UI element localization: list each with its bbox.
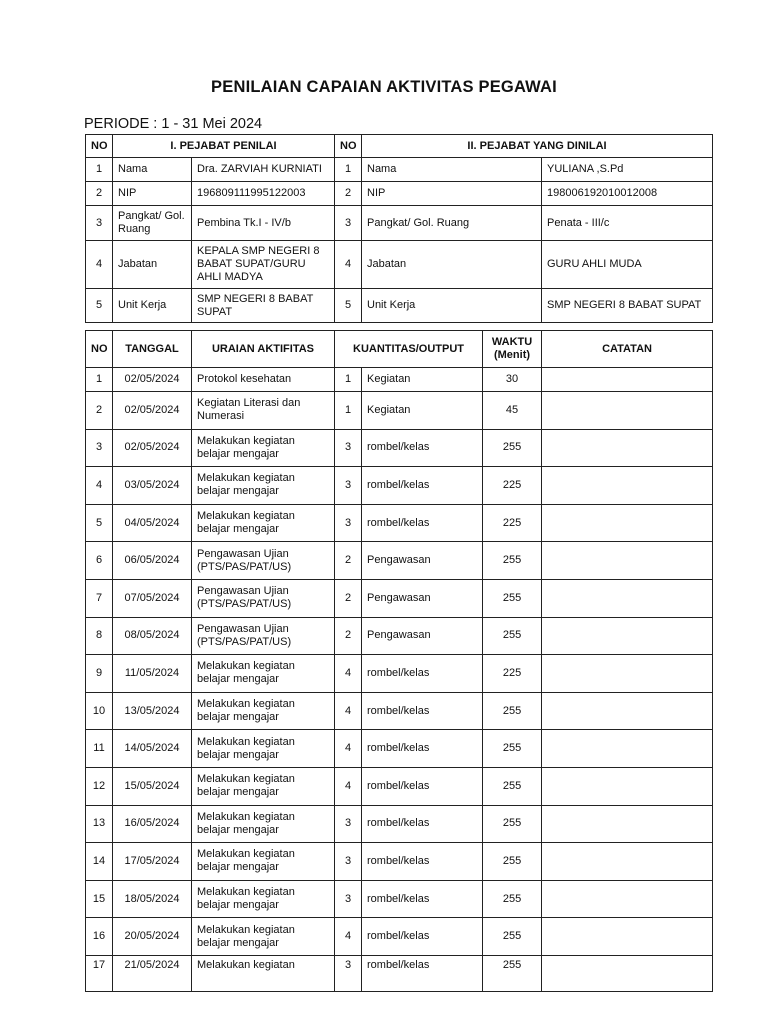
table-row	[86, 504, 713, 542]
row-number-left: 2	[86, 182, 113, 206]
notes-cell	[542, 542, 713, 580]
table-row	[86, 730, 713, 768]
activity-description: Protokol kesehatan	[192, 368, 335, 392]
output-unit: rombel/kelas	[362, 918, 483, 956]
table-row	[86, 767, 713, 805]
row-number: 3	[86, 429, 113, 467]
field-label-left: NIP	[113, 182, 192, 206]
officials-row	[86, 158, 713, 182]
notes-cell	[542, 429, 713, 467]
output-unit: Kegiatan	[362, 368, 483, 392]
officials-row	[86, 182, 713, 206]
officials-row	[86, 206, 713, 241]
date-cell: 02/05/2024	[113, 368, 192, 392]
date-cell: 04/05/2024	[113, 504, 192, 542]
duration-minutes: 255	[483, 843, 542, 881]
quantity-value: 4	[335, 730, 362, 768]
notes-cell	[542, 655, 713, 693]
duration-minutes: 255	[483, 692, 542, 730]
notes-cell	[542, 579, 713, 617]
field-label-left: Nama	[113, 158, 192, 182]
notes-cell	[542, 730, 713, 768]
notes-cell	[542, 880, 713, 918]
quantity-value: 3	[335, 805, 362, 843]
quantity-value: 4	[335, 655, 362, 693]
output-unit: rombel/kelas	[362, 429, 483, 467]
duration-minutes: 255	[483, 730, 542, 768]
date-cell: 15/05/2024	[113, 767, 192, 805]
duration-minutes: 255	[483, 880, 542, 918]
notes-cell	[542, 368, 713, 392]
quantity-value: 1	[335, 392, 362, 430]
quantity-value: 3	[335, 504, 362, 542]
table-row	[86, 655, 713, 693]
table-row	[86, 805, 713, 843]
date-cell: 16/05/2024	[113, 805, 192, 843]
row-number: 16	[86, 918, 113, 956]
header-pejabat-dinilai: II. PEJABAT YANG DINILAI	[362, 135, 713, 158]
table-row	[86, 692, 713, 730]
duration-minutes: 225	[483, 504, 542, 542]
row-number-left: 4	[86, 241, 113, 289]
activity-description: Melakukan kegiatan belajar mengajar	[192, 467, 335, 505]
row-number-left: 1	[86, 158, 113, 182]
officials-row	[86, 241, 713, 289]
activity-description: Melakukan kegiatan belajar mengajar	[192, 767, 335, 805]
output-unit: rombel/kelas	[362, 955, 483, 991]
row-number: 9	[86, 655, 113, 693]
duration-minutes: 255	[483, 918, 542, 956]
date-cell: 06/05/2024	[113, 542, 192, 580]
output-unit: rombel/kelas	[362, 692, 483, 730]
date-cell: 13/05/2024	[113, 692, 192, 730]
header-tanggal: TANGGAL	[113, 331, 192, 368]
quantity-value: 4	[335, 692, 362, 730]
notes-cell	[542, 843, 713, 881]
table-row	[86, 918, 713, 956]
row-number-right: 2	[335, 182, 362, 206]
activity-description: Melakukan kegiatan belajar mengajar	[192, 692, 335, 730]
field-value-right: YULIANA ,S.Pd	[542, 158, 713, 182]
field-label-right: Nama	[362, 158, 542, 182]
activity-description: Pengawasan Ujian (PTS/PAS/PAT/US)	[192, 617, 335, 655]
duration-minutes: 255	[483, 542, 542, 580]
date-cell: 02/05/2024	[113, 429, 192, 467]
field-value-left: Dra. ZARVIAH KURNIATI	[192, 158, 335, 182]
table-row	[86, 880, 713, 918]
output-unit: rombel/kelas	[362, 843, 483, 881]
notes-cell	[542, 617, 713, 655]
duration-minutes: 225	[483, 467, 542, 505]
row-number: 13	[86, 805, 113, 843]
row-number-left: 5	[86, 289, 113, 323]
field-label-right: Unit Kerja	[362, 289, 542, 323]
output-unit: rombel/kelas	[362, 467, 483, 505]
activity-description: Melakukan kegiatan belajar mengajar	[192, 655, 335, 693]
date-cell: 07/05/2024	[113, 579, 192, 617]
quantity-value: 2	[335, 617, 362, 655]
field-value-right: GURU AHLI MUDA	[542, 241, 713, 289]
field-value-left: 196809111995122003	[192, 182, 335, 206]
quantity-value: 3	[335, 880, 362, 918]
table-row	[86, 617, 713, 655]
field-value-left: KEPALA SMP NEGERI 8 BABAT SUPAT/GURU AHLI MADYA	[192, 241, 335, 289]
activity-description: Kegiatan Literasi dan Numerasi	[192, 392, 335, 430]
output-unit: Pengawasan	[362, 542, 483, 580]
row-number: 15	[86, 880, 113, 918]
table-row	[86, 843, 713, 881]
header-pejabat-penilai: I. PEJABAT PENILAI	[113, 135, 335, 158]
date-cell: 14/05/2024	[113, 730, 192, 768]
date-cell: 02/05/2024	[113, 392, 192, 430]
notes-cell	[542, 467, 713, 505]
output-unit: Pengawasan	[362, 617, 483, 655]
quantity-value: 4	[335, 918, 362, 956]
row-number: 1	[86, 368, 113, 392]
quantity-value: 2	[335, 579, 362, 617]
date-cell: 18/05/2024	[113, 880, 192, 918]
quantity-value: 3	[335, 843, 362, 881]
row-number: 5	[86, 504, 113, 542]
duration-minutes: 255	[483, 429, 542, 467]
header-no: NO	[86, 331, 113, 368]
header-catatan: CATATAN	[542, 331, 713, 368]
officials-header-row	[86, 135, 713, 158]
field-label-left: Jabatan	[113, 241, 192, 289]
row-number: 6	[86, 542, 113, 580]
row-number: 7	[86, 579, 113, 617]
date-cell: 21/05/2024	[113, 955, 192, 991]
row-number: 8	[86, 617, 113, 655]
row-number-left: 3	[86, 206, 113, 241]
duration-minutes: 225	[483, 655, 542, 693]
activity-description: Melakukan kegiatan belajar mengajar	[192, 880, 335, 918]
duration-minutes: 255	[483, 805, 542, 843]
field-value-right: SMP NEGERI 8 BABAT SUPAT	[542, 289, 713, 323]
activity-description: Melakukan kegiatan belajar mengajar	[192, 843, 335, 881]
notes-cell	[542, 805, 713, 843]
output-unit: rombel/kelas	[362, 767, 483, 805]
activities-header-row	[86, 331, 713, 368]
row-number: 10	[86, 692, 113, 730]
duration-minutes: 45	[483, 392, 542, 430]
duration-minutes: 255	[483, 579, 542, 617]
date-cell: 08/05/2024	[113, 617, 192, 655]
document-title: PENILAIAN CAPAIAN AKTIVITAS PEGAWAI	[211, 78, 557, 96]
activity-description: Melakukan kegiatan belajar mengajar	[192, 805, 335, 843]
output-unit: rombel/kelas	[362, 504, 483, 542]
table-row	[86, 955, 713, 991]
header-uraian: URAIAN AKTIFITAS	[192, 331, 335, 368]
row-number-right: 1	[335, 158, 362, 182]
notes-cell	[542, 955, 713, 991]
activity-description: Melakukan kegiatan belajar mengajar	[192, 429, 335, 467]
date-cell: 11/05/2024	[113, 655, 192, 693]
activity-description: Melakukan kegiatan belajar mengajar	[192, 918, 335, 956]
quantity-value: 3	[335, 955, 362, 991]
table-row	[86, 467, 713, 505]
periode-label: PERIODE : 1 - 31 Mei 2024	[84, 116, 263, 132]
table-row	[86, 579, 713, 617]
date-cell: 20/05/2024	[113, 918, 192, 956]
field-label-left: Pangkat/ Gol. Ruang	[113, 206, 192, 241]
table-row	[86, 368, 713, 392]
field-value-right: 198006192010012008	[542, 182, 713, 206]
output-unit: rombel/kelas	[362, 880, 483, 918]
table-row	[86, 542, 713, 580]
quantity-value: 1	[335, 368, 362, 392]
activity-description: Melakukan kegiatan belajar mengajar	[192, 504, 335, 542]
activity-description: Melakukan kegiatan belajar mengajar	[192, 730, 335, 768]
output-unit: rombel/kelas	[362, 730, 483, 768]
field-value-right: Penata - III/c	[542, 206, 713, 241]
activity-description: Melakukan kegiatan	[192, 955, 335, 991]
row-number-right: 5	[335, 289, 362, 323]
output-unit: rombel/kelas	[362, 655, 483, 693]
row-number: 2	[86, 392, 113, 430]
notes-cell	[542, 767, 713, 805]
header-no-left: NO	[86, 135, 113, 158]
quantity-value: 3	[335, 467, 362, 505]
row-number-right: 4	[335, 241, 362, 289]
row-number: 14	[86, 843, 113, 881]
row-number: 17	[86, 955, 113, 991]
header-kuantitas: KUANTITAS/OUTPUT	[335, 331, 483, 368]
date-cell: 17/05/2024	[113, 843, 192, 881]
duration-minutes: 255	[483, 955, 542, 991]
row-number: 11	[86, 730, 113, 768]
output-unit: rombel/kelas	[362, 805, 483, 843]
officials-table	[85, 134, 713, 323]
quantity-value: 4	[335, 767, 362, 805]
quantity-value: 3	[335, 429, 362, 467]
activity-description: Pengawasan Ujian (PTS/PAS/PAT/US)	[192, 542, 335, 580]
row-number-right: 3	[335, 206, 362, 241]
field-label-right: Jabatan	[362, 241, 542, 289]
duration-minutes: 30	[483, 368, 542, 392]
notes-cell	[542, 918, 713, 956]
activities-table	[85, 330, 713, 992]
field-value-left: SMP NEGERI 8 BABAT SUPAT	[192, 289, 335, 323]
field-value-left: Pembina Tk.I - IV/b	[192, 206, 335, 241]
notes-cell	[542, 692, 713, 730]
duration-minutes: 255	[483, 617, 542, 655]
header-waktu: WAKTU (Menit)	[483, 331, 542, 368]
row-number: 4	[86, 467, 113, 505]
activity-description: Pengawasan Ujian (PTS/PAS/PAT/US)	[192, 579, 335, 617]
header-no-right: NO	[335, 135, 362, 158]
notes-cell	[542, 504, 713, 542]
date-cell: 03/05/2024	[113, 467, 192, 505]
notes-cell	[542, 392, 713, 430]
table-row	[86, 392, 713, 430]
output-unit: Kegiatan	[362, 392, 483, 430]
officials-row	[86, 289, 713, 323]
quantity-value: 2	[335, 542, 362, 580]
row-number: 12	[86, 767, 113, 805]
field-label-left: Unit Kerja	[113, 289, 192, 323]
field-label-right: NIP	[362, 182, 542, 206]
output-unit: Pengawasan	[362, 579, 483, 617]
table-row	[86, 429, 713, 467]
field-label-right: Pangkat/ Gol. Ruang	[362, 206, 542, 241]
duration-minutes: 255	[483, 767, 542, 805]
